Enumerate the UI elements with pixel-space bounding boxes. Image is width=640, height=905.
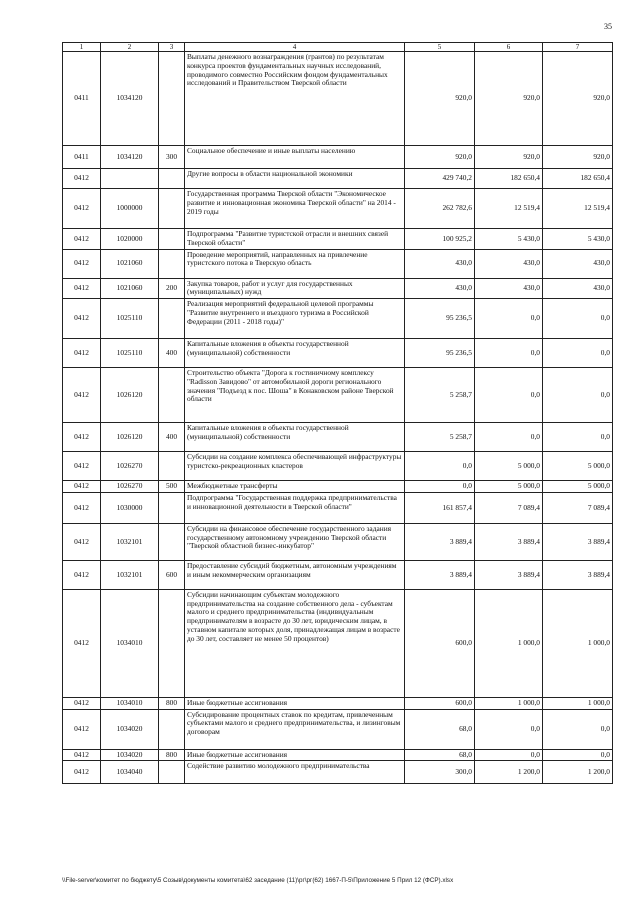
table-row [63, 709, 613, 749]
row-section-code: 0412 [63, 249, 101, 278]
table-row [63, 697, 613, 709]
row-target-code: 1026120 [101, 368, 159, 423]
row-section-code: 0412 [63, 169, 101, 189]
row-value-3: 1 000,0 [543, 589, 613, 697]
row-name: Социальное обеспечение и иные выплаты населению [185, 146, 405, 169]
column-header: 3 [159, 43, 185, 52]
row-value-2: 3 889,4 [475, 560, 543, 589]
row-name: Подпрограмма "Развитие туристской отрасли и внешних связей Тверской области" [185, 229, 405, 249]
row-section-code: 0412 [63, 189, 101, 229]
row-name: Выплаты денежного вознаграждения (грантов) по результатам конкурса проектов фундаментальных научных исследований, проводимого совместно Российским фондом фундаментальных исследований и Правительством Тверской области [185, 52, 405, 146]
row-section-code: 0412 [63, 589, 101, 697]
row-value-1: 5 258,7 [405, 423, 475, 452]
row-value-2: 920,0 [475, 146, 543, 169]
row-value-3: 430,0 [543, 278, 613, 298]
row-target-code: 1034040 [101, 761, 159, 784]
table-row [63, 492, 613, 523]
row-name: Проведение мероприятий, направленных на привлечение туристского потока в Тверскую область [185, 249, 405, 278]
row-value-2: 0,0 [475, 368, 543, 423]
row-name: Другие вопросы в области национальной экономики [185, 169, 405, 189]
row-section-code: 0412 [63, 481, 101, 493]
table-row [63, 52, 613, 146]
row-expense-type [159, 299, 185, 339]
row-value-2: 0,0 [475, 423, 543, 452]
row-expense-type [159, 523, 185, 560]
row-value-1: 68,0 [405, 709, 475, 749]
row-value-3: 1 000,0 [543, 697, 613, 709]
row-value-1: 95 236,5 [405, 339, 475, 368]
column-header: 1 [63, 43, 101, 52]
row-section-code: 0412 [63, 229, 101, 249]
row-target-code: 1021060 [101, 249, 159, 278]
row-value-3: 3 889,4 [543, 523, 613, 560]
table-row [63, 146, 613, 169]
row-name: Содействие развитию молодежного предпринимательства [185, 761, 405, 784]
row-value-3: 0,0 [543, 709, 613, 749]
row-expense-type: 300 [159, 146, 185, 169]
row-target-code: 1021060 [101, 278, 159, 298]
row-value-1: 95 236,5 [405, 299, 475, 339]
table-row [63, 481, 613, 493]
row-target-code: 1026270 [101, 481, 159, 493]
column-header: 2 [101, 43, 159, 52]
row-target-code [101, 169, 159, 189]
row-name: Государственная программа Тверской области "Экономическое развитие и инновационная экономика Тверской области" на 2014 - 2019 годы [185, 189, 405, 229]
row-value-2: 1 000,0 [475, 697, 543, 709]
row-name: Субсидии на создание комплекса обеспечивающей инфраструктуры туристско-рекреационных кластеров [185, 452, 405, 481]
row-target-code: 1032101 [101, 560, 159, 589]
table-row [63, 589, 613, 697]
row-expense-type: 400 [159, 423, 185, 452]
table-row [63, 249, 613, 278]
row-value-1: 0,0 [405, 481, 475, 493]
row-target-code: 1030000 [101, 492, 159, 523]
table-row [63, 229, 613, 249]
page-number: 35 [604, 22, 612, 31]
row-value-2: 182 650,4 [475, 169, 543, 189]
table-row [63, 278, 613, 298]
row-target-code: 1034120 [101, 52, 159, 146]
row-section-code: 0411 [63, 52, 101, 146]
row-expense-type [159, 169, 185, 189]
row-expense-type [159, 229, 185, 249]
table-row [63, 560, 613, 589]
row-value-3: 182 650,4 [543, 169, 613, 189]
row-section-code: 0412 [63, 368, 101, 423]
row-value-1: 429 740,2 [405, 169, 475, 189]
row-value-3: 920,0 [543, 146, 613, 169]
file-path-footer: \\File-server\комитет по бюджету\5 Созыв\документы комитета\62 заседание (11)\рг\рг(62) 1667-П-5\Приложение 5 Прил 12 (ФСР).xlsx [62, 877, 454, 884]
table-row [63, 339, 613, 368]
row-expense-type [159, 709, 185, 749]
row-value-3: 5 000,0 [543, 481, 613, 493]
row-expense-type [159, 492, 185, 523]
row-section-code: 0412 [63, 749, 101, 761]
row-value-2: 5 000,0 [475, 452, 543, 481]
table-row [63, 761, 613, 784]
row-expense-type [159, 761, 185, 784]
row-value-3: 0,0 [543, 423, 613, 452]
row-section-code: 0412 [63, 278, 101, 298]
row-target-code: 1034120 [101, 146, 159, 169]
row-section-code: 0412 [63, 523, 101, 560]
row-value-1: 161 857,4 [405, 492, 475, 523]
row-value-1: 600,0 [405, 697, 475, 709]
row-name: Субсидии начинающим субъектам молодежного предпринимательства на создание собственного дела - субъектам малого и среднего предпринимательства (индивидуальным предпринимателям в возрасте до 30 лет, юридическим лицам, в уставном капитале которых доля, принадлежащая лицам в возрасте до 30 лет, составляет не менее 50 процентов) [185, 589, 405, 697]
row-value-3: 7 089,4 [543, 492, 613, 523]
row-value-2: 5 000,0 [475, 481, 543, 493]
row-value-2: 3 889,4 [475, 523, 543, 560]
row-value-2: 7 089,4 [475, 492, 543, 523]
row-value-3: 1 200,0 [543, 761, 613, 784]
row-name: Капитальные вложения в объекты государственной (муниципальной) собственности [185, 339, 405, 368]
row-expense-type [159, 189, 185, 229]
table-row [63, 189, 613, 229]
row-name: Иные бюджетные ассигнования [185, 697, 405, 709]
row-expense-type [159, 368, 185, 423]
table-row [63, 169, 613, 189]
row-value-2: 0,0 [475, 709, 543, 749]
row-value-1: 100 925,2 [405, 229, 475, 249]
row-value-2: 430,0 [475, 249, 543, 278]
row-expense-type [159, 249, 185, 278]
row-target-code: 1026120 [101, 423, 159, 452]
row-value-3: 920,0 [543, 52, 613, 146]
row-expense-type: 400 [159, 339, 185, 368]
row-value-3: 0,0 [543, 749, 613, 761]
column-header: 4 [185, 43, 405, 52]
row-value-1: 300,0 [405, 761, 475, 784]
row-expense-type [159, 52, 185, 146]
row-name: Предоставление субсидий бюджетным, автономным учреждениям и иным некоммерческим организациям [185, 560, 405, 589]
row-section-code: 0412 [63, 761, 101, 784]
row-value-3: 0,0 [543, 368, 613, 423]
budget-table [62, 42, 613, 784]
row-section-code: 0412 [63, 697, 101, 709]
row-value-3: 5 000,0 [543, 452, 613, 481]
table-row [63, 299, 613, 339]
column-header: 6 [475, 43, 543, 52]
row-expense-type: 500 [159, 481, 185, 493]
row-section-code: 0412 [63, 339, 101, 368]
row-name: Подпрограмма "Государственная поддержка предпринимательства и инновационной деятельности в Тверской области" [185, 492, 405, 523]
row-value-2: 430,0 [475, 278, 543, 298]
table-row [63, 423, 613, 452]
row-name: Капитальные вложения в объекты государственной (муниципальной) собственности [185, 423, 405, 452]
row-target-code: 1034020 [101, 709, 159, 749]
row-value-2: 1 200,0 [475, 761, 543, 784]
row-value-2: 1 000,0 [475, 589, 543, 697]
row-value-1: 3 889,4 [405, 560, 475, 589]
row-value-3: 3 889,4 [543, 560, 613, 589]
row-expense-type [159, 589, 185, 697]
row-target-code: 1034010 [101, 697, 159, 709]
row-value-1: 600,0 [405, 589, 475, 697]
row-target-code: 1025110 [101, 339, 159, 368]
row-value-1: 3 889,4 [405, 523, 475, 560]
row-section-code: 0411 [63, 146, 101, 169]
column-header: 7 [543, 43, 613, 52]
row-value-1: 920,0 [405, 146, 475, 169]
row-target-code: 1032101 [101, 523, 159, 560]
row-value-1: 920,0 [405, 52, 475, 146]
table-row [63, 452, 613, 481]
row-target-code: 1000000 [101, 189, 159, 229]
table-row [63, 368, 613, 423]
row-target-code: 1026270 [101, 452, 159, 481]
column-header: 5 [405, 43, 475, 52]
row-section-code: 0412 [63, 452, 101, 481]
table-row [63, 523, 613, 560]
row-value-3: 5 430,0 [543, 229, 613, 249]
row-value-2: 0,0 [475, 749, 543, 761]
row-value-3: 430,0 [543, 249, 613, 278]
column-number-row [63, 43, 613, 52]
row-expense-type: 800 [159, 697, 185, 709]
row-name: Закупка товаров, работ и услуг для государственных (муниципальных) нужд [185, 278, 405, 298]
row-value-3: 12 519,4 [543, 189, 613, 229]
row-value-3: 0,0 [543, 299, 613, 339]
row-value-1: 5 258,7 [405, 368, 475, 423]
row-section-code: 0412 [63, 492, 101, 523]
row-section-code: 0412 [63, 709, 101, 749]
row-value-2: 12 519,4 [475, 189, 543, 229]
row-value-1: 68,0 [405, 749, 475, 761]
row-value-2: 5 430,0 [475, 229, 543, 249]
row-section-code: 0412 [63, 299, 101, 339]
row-name: Субсидирование процентных ставок по кредитам, привлеченным субъектами малого и среднего предпринимательства, и лизинговым договорам [185, 709, 405, 749]
row-value-3: 0,0 [543, 339, 613, 368]
row-expense-type [159, 452, 185, 481]
row-target-code: 1025110 [101, 299, 159, 339]
row-value-2: 0,0 [475, 299, 543, 339]
row-value-1: 0,0 [405, 452, 475, 481]
row-name: Реализация мероприятий федеральной целевой программы "Развитие внутреннего и въездного туризма в Российской Федерации (2011 - 2018 годы)" [185, 299, 405, 339]
table-row [63, 749, 613, 761]
row-expense-type: 800 [159, 749, 185, 761]
row-section-code: 0412 [63, 560, 101, 589]
row-expense-type: 600 [159, 560, 185, 589]
row-target-code: 1020000 [101, 229, 159, 249]
row-value-1: 430,0 [405, 249, 475, 278]
row-section-code: 0412 [63, 423, 101, 452]
row-value-1: 430,0 [405, 278, 475, 298]
row-name: Строительство объекта "Дорога к гостиничному комплексу "Radisson Завидово" от автомобильной дороги регионального значения "Подъезд к пос. Шоша" в Конаковском районе Тверской области [185, 368, 405, 423]
row-target-code: 1034010 [101, 589, 159, 697]
row-value-2: 0,0 [475, 339, 543, 368]
row-expense-type: 200 [159, 278, 185, 298]
row-value-2: 920,0 [475, 52, 543, 146]
row-target-code: 1034020 [101, 749, 159, 761]
row-value-1: 262 782,6 [405, 189, 475, 229]
row-name: Иные бюджетные ассигнования [185, 749, 405, 761]
row-name: Межбюджетные трансферты [185, 481, 405, 493]
row-name: Субсидии на финансовое обеспечение государственного задания государственному автономному учреждению Тверской области "Тверской областной бизнес-инкубатор" [185, 523, 405, 560]
